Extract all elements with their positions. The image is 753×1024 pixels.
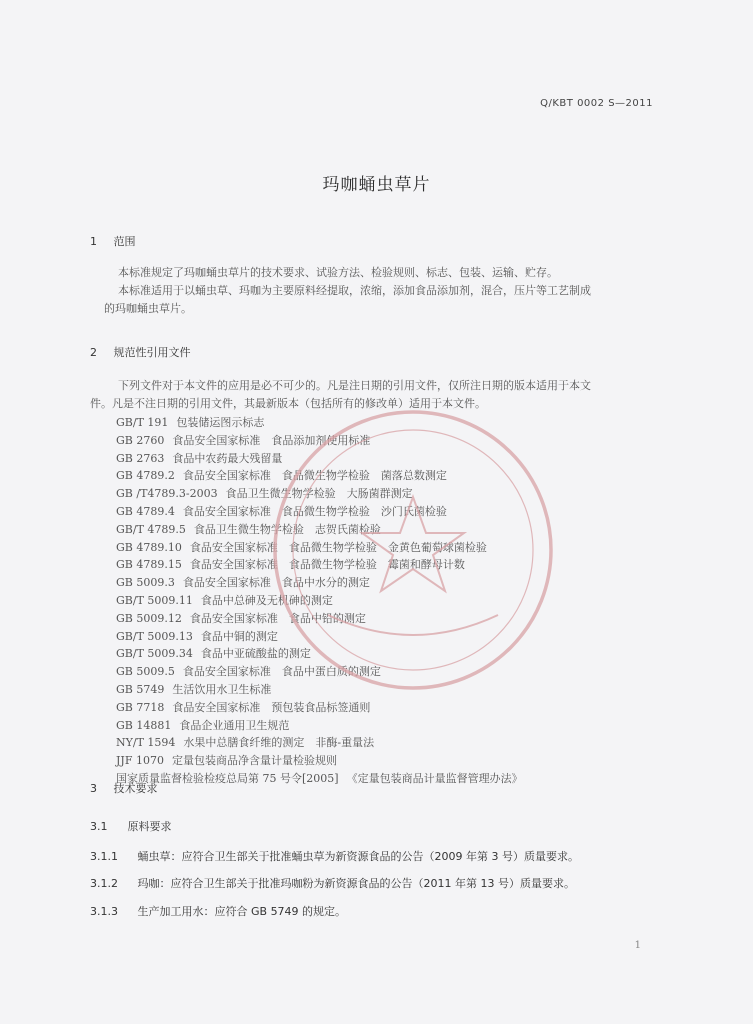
reference-item — [116, 645, 676, 663]
paragraph: 本标准适用于以蛹虫草、玛咖为主要原料经提取，浓缩，添加食品添加剂，混合，压片等工艺制成 — [118, 284, 591, 297]
reference-item — [116, 414, 676, 432]
paragraph-continuation: 件。凡是不注日期的引用文件，其最新版本（包括所有的修改单）适用于本文件。 — [90, 397, 486, 410]
section-title: 范围 — [113, 235, 136, 248]
reference-item — [116, 574, 676, 592]
paragraph-continuation: 的玛咖蛹虫草片。 — [104, 302, 192, 315]
reference-title: 食品中总砷及无机砷的测定 — [200, 593, 333, 607]
reference-item — [116, 450, 676, 468]
reference-code: GB 5009.5 — [116, 665, 175, 679]
reference-title: 食品安全国家标准 食品添加剂使用标准 — [172, 433, 371, 447]
document-title: 玛咖蛹虫草片 — [322, 175, 431, 195]
reference-code: GB 14881 — [116, 718, 172, 732]
reference-item — [116, 592, 676, 610]
reference-title: 食品安全国家标准 食品中水分的测定 — [182, 576, 370, 590]
reference-code: GB/T 4789.5 — [116, 522, 186, 536]
reference-title: 食品中亚硫酸盐的测定 — [200, 647, 311, 661]
reference-item — [116, 610, 676, 628]
reference-item — [116, 699, 676, 717]
paragraph: 下列文件对于本文件的应用是必不可少的。凡是注日期的引用文件，仅所注日期的版本适用于本文 — [118, 379, 591, 392]
reference-title: 食品卫生微生物学检验 志贺氏菌检验 — [193, 522, 381, 536]
reference-title: 食品中农药最大残留量 — [172, 451, 283, 465]
reference-title: 食品卫生微生物学检验 大肠菌群测定 — [225, 487, 413, 501]
section-1-body — [104, 264, 664, 318]
reference-item — [116, 503, 676, 521]
reference-title: 水果中总膳食纤维的测定 非酶-重量法 — [183, 736, 375, 750]
reference-title: 食品安全国家标准 预包装食品标签通则 — [172, 700, 371, 714]
clause-3-1-1 — [90, 848, 690, 864]
normative-references-list — [116, 414, 676, 788]
section-2-intro — [90, 377, 664, 413]
reference-code: 国家质量监督检验检疫总局第 75 号令[2005] — [116, 771, 339, 785]
reference-title: 生活饮用水卫生标准 — [172, 682, 272, 696]
page-number: 1 — [634, 940, 641, 951]
clause-text: 玛咖：应符合卫生部关于批准玛咖粉为新资源食品的公告（2011 年第 13 号）质量要求。 — [137, 877, 575, 890]
paragraph: 本标准规定了玛咖蛹虫草片的技术要求、试验方法、检验规则、标志、包装、运输、贮存。 — [118, 266, 558, 279]
section-1-heading — [90, 233, 136, 249]
clause-text: 生产加工用水：应符合 GB 5749 的规定。 — [137, 905, 347, 918]
reference-code: GB 4789.2 — [116, 469, 175, 483]
reference-item — [116, 432, 676, 450]
section-number: 2 — [90, 346, 97, 359]
section-title: 规范性引用文件 — [113, 346, 191, 359]
reference-code: GB 5009.12 — [116, 611, 182, 625]
clause-text: 蛹虫草：应符合卫生部关于批准蛹虫草为新资源食品的公告（2009 年第 3 号）质量要求。 — [137, 850, 579, 863]
clause-number: 3.1.2 — [90, 877, 118, 890]
reference-title: 食品安全国家标准 食品微生物学检验 霉菌和酵母计数 — [189, 558, 465, 572]
reference-title: 食品安全国家标准 食品中铅的测定 — [189, 611, 366, 625]
reference-item — [116, 521, 676, 539]
section-3-heading — [90, 780, 158, 796]
reference-title: 食品安全国家标准 食品中蛋白质的测定 — [182, 665, 381, 679]
section-2-heading — [90, 344, 191, 360]
section-number: 3 — [90, 782, 97, 795]
reference-item — [116, 485, 676, 503]
reference-title: 食品安全国家标准 食品微生物学检验 金黄色葡萄球菌检验 — [189, 540, 487, 554]
reference-code: NY/T 1594 — [116, 736, 176, 750]
reference-item — [116, 770, 676, 788]
reference-code: GB /T4789.3-2003 — [116, 487, 218, 501]
subsection-3-1 — [90, 818, 690, 834]
reference-code: GB/T 191 — [116, 416, 169, 429]
reference-title: 定量包装商品净含量计量检验规则 — [171, 754, 337, 768]
reference-code: GB/T 5009.34 — [116, 647, 193, 661]
reference-code: GB 5749 — [116, 682, 165, 696]
clause-number: 3.1.1 — [90, 850, 118, 863]
reference-title: 食品中铜的测定 — [200, 629, 278, 643]
reference-title: 食品安全国家标准 食品微生物学检验 菌落总数测定 — [182, 469, 447, 483]
reference-code: GB 5009.3 — [116, 576, 175, 590]
reference-item — [116, 539, 676, 557]
reference-item — [116, 734, 676, 752]
reference-code: GB/T 5009.13 — [116, 629, 193, 643]
reference-item — [116, 663, 676, 681]
reference-code: GB/T 5009.11 — [116, 593, 193, 607]
reference-title: 食品企业通用卫生规范 — [179, 718, 290, 732]
reference-code: GB 2760 — [116, 433, 165, 447]
reference-item — [116, 556, 676, 574]
reference-item — [116, 681, 676, 699]
clause-3-1-3 — [90, 903, 690, 919]
clause-3-1-2 — [90, 875, 690, 891]
reference-title: 《定量包装商品计量监督管理办法》 — [346, 771, 523, 785]
reference-code: GB 4789.10 — [116, 540, 182, 554]
reference-item — [116, 717, 676, 735]
clause-number: 3.1.3 — [90, 905, 118, 918]
reference-title: 包装储运图示标志 — [176, 416, 265, 429]
reference-code: GB 4789.4 — [116, 504, 175, 518]
reference-code: GB 2763 — [116, 451, 165, 465]
reference-item — [116, 467, 676, 485]
reference-item — [116, 752, 676, 770]
subsection-title: 原料要求 — [127, 820, 172, 833]
reference-code: GB 4789.15 — [116, 558, 182, 572]
section-number: 1 — [90, 235, 97, 248]
subsection-number: 3.1 — [90, 820, 108, 833]
reference-code: JJF 1070 — [116, 754, 164, 768]
reference-item — [116, 628, 676, 646]
section-title: 技术要求 — [113, 782, 158, 795]
reference-code: GB 7718 — [116, 700, 165, 714]
standard-number: Q/KBT 0002 S—2011 — [540, 98, 653, 109]
reference-title: 食品安全国家标准 食品微生物学检验 沙门氏菌检验 — [182, 504, 447, 518]
